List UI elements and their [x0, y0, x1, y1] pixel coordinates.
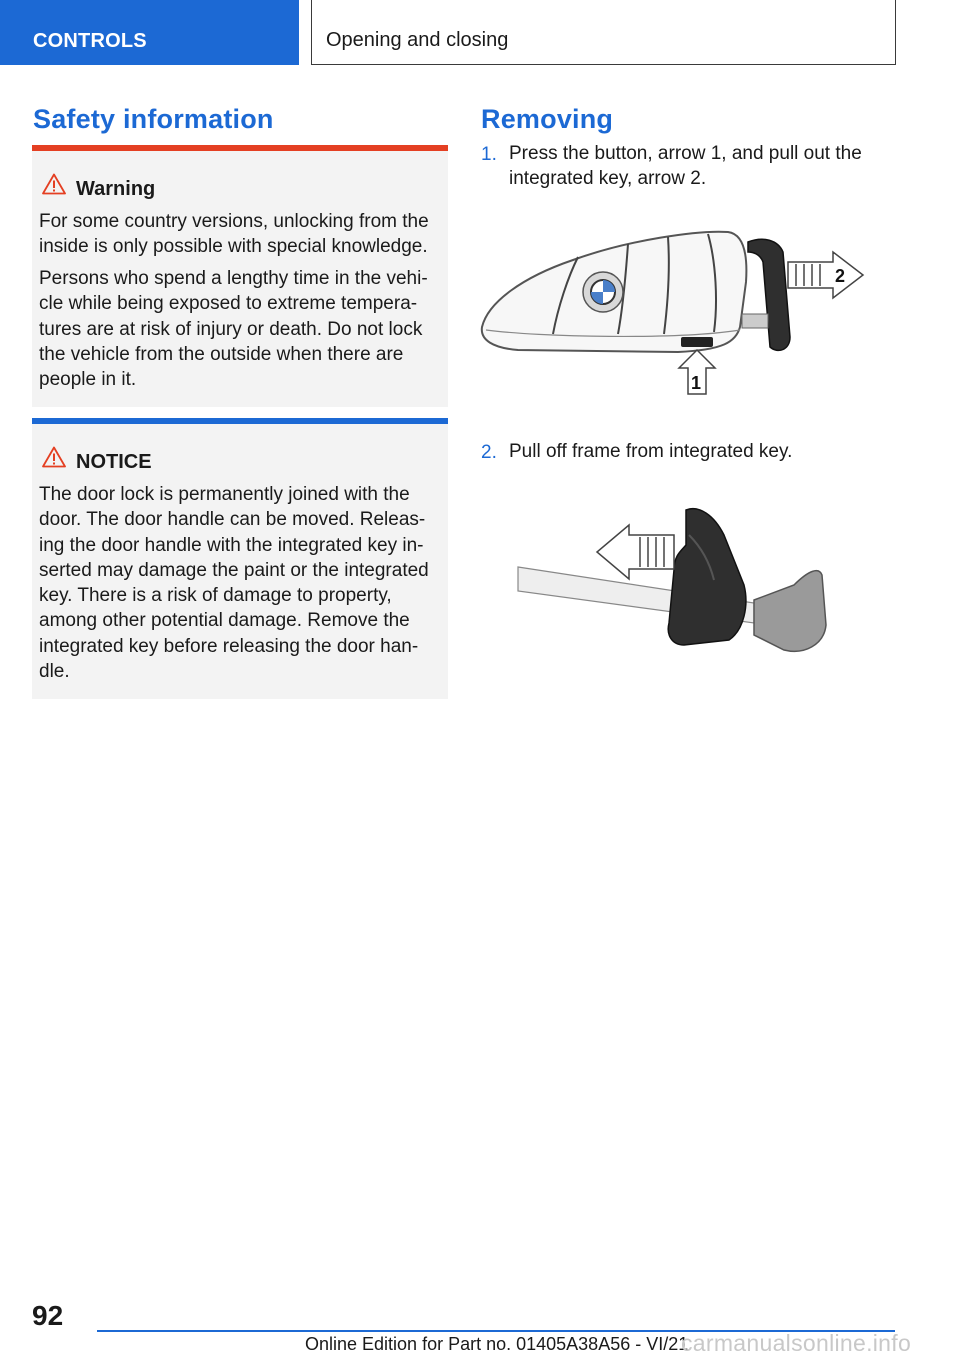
- arrow-2-label: 2: [835, 266, 846, 286]
- notice-box: [32, 418, 448, 699]
- step-2-text: Pull off frame from integrated key.: [509, 441, 793, 462]
- chapter-title: Opening and closing: [326, 29, 509, 51]
- notice-paragraph: The door lock is permanently joined with the door. The door handle can be moved. Releas-ing the door handle with the integrated key in-serted may damage the paint or the integrated key. There is a risk of damage to property, among other potential damage. Remove the integrated key before releasing the door han-dle.: [39, 484, 429, 683]
- section-tab: [0, 0, 299, 65]
- step-2-number: 2.: [481, 442, 497, 463]
- page-number: 92: [32, 1300, 64, 1331]
- notice-title: NOTICE: [76, 451, 152, 473]
- warning-box: [32, 145, 448, 407]
- arrow-1-label: 1: [691, 373, 702, 393]
- key-frame-illustration: [514, 505, 834, 655]
- warning-title: Warning: [76, 178, 156, 200]
- notice-triangle-icon: [42, 446, 66, 468]
- step-1-text: Press the button, arrow 1, and pull out the integrated key, arrow 2.: [509, 143, 862, 190]
- safety-information-heading: Safety information: [33, 104, 274, 134]
- warning-paragraph-1: For some country versions, unlocking from the inside is only possible with special knowledge.: [39, 211, 429, 258]
- step-1-number: 1.: [481, 144, 497, 165]
- warning-paragraph-2: Persons who spend a lengthy time in the vehi-cle while being exposed to extreme tempera-tures are at risk of injury or death. Do not lock the vehicle from the outside when there are people in it.: [39, 268, 428, 391]
- section-title: CONTROLS: [33, 30, 147, 52]
- warning-triangle-icon: [42, 173, 66, 195]
- edition-text: Online Edition for Part no. 01405A38A56 - VI/21: [305, 1334, 689, 1354]
- key-fob-illustration: [478, 222, 873, 402]
- watermark: carmanualsonline.info: [681, 1330, 912, 1356]
- removing-heading: Removing: [481, 104, 614, 134]
- chapter-tab: [311, 0, 896, 65]
